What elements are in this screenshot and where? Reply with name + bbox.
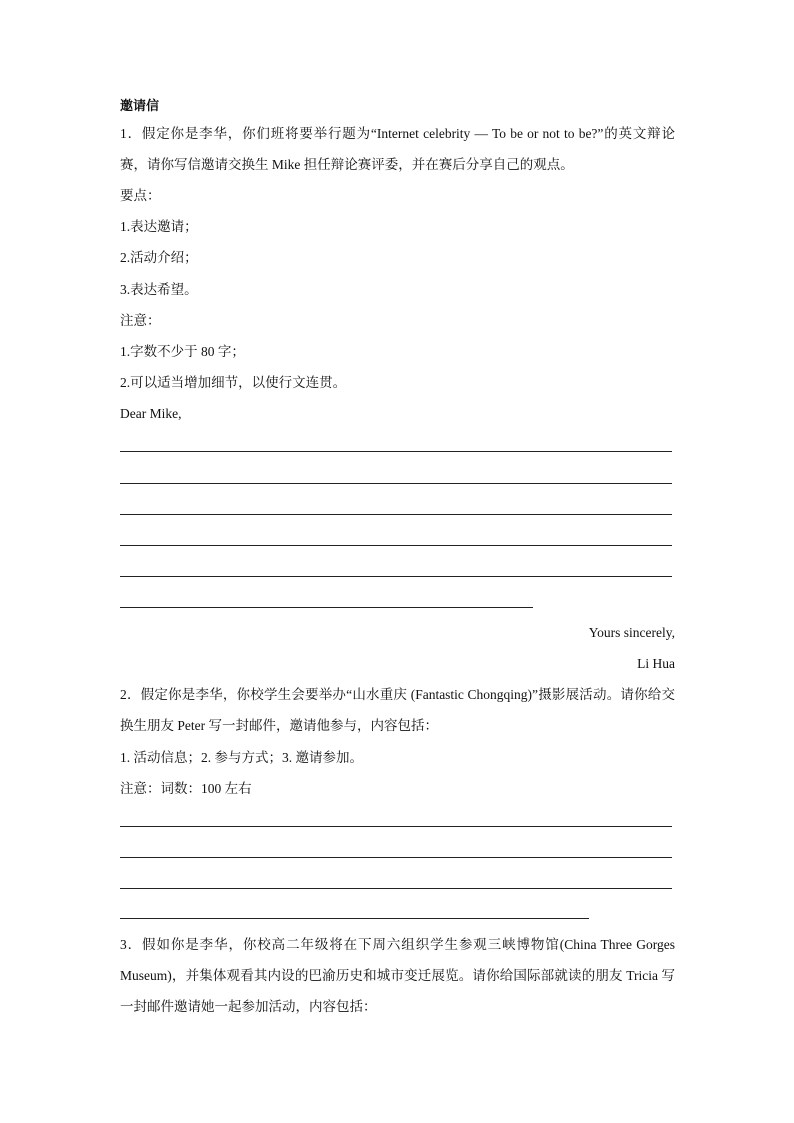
q1-answer-line[interactable] <box>120 576 672 577</box>
q1-answer-line[interactable] <box>120 483 672 484</box>
q1-note-1: 1.字数不少于 80 字； <box>120 344 245 359</box>
q1-notes-label: 注意： <box>120 313 161 328</box>
q1-signature: Li Hua <box>637 656 675 671</box>
q1-point-3: 3.表达希望。 <box>120 282 198 297</box>
q1-point-1: 1.表达邀请； <box>120 219 198 234</box>
q1-answer-line[interactable] <box>120 451 672 452</box>
q1-points-label: 要点： <box>120 188 161 203</box>
q1-point-2: 2.活动介绍； <box>120 250 198 265</box>
q2-answer-line[interactable] <box>120 826 672 827</box>
q1-answer-line-last[interactable] <box>120 607 533 608</box>
document-heading: 邀请信 <box>120 99 160 114</box>
q2-answer-line-last[interactable] <box>120 918 589 919</box>
q2-answer-line[interactable] <box>120 857 672 858</box>
q2-note: 注意：词数：100 左右 <box>120 781 252 796</box>
q1-closing: Yours sincerely, <box>588 625 675 640</box>
q1-answer-line[interactable] <box>120 514 672 515</box>
q2-answer-line[interactable] <box>120 888 672 889</box>
q2-prompt: 2．假定你是李华，你校学生会要举办“山水重庆 (Fantastic Chongqing)”摄影展活动。请你给交换生朋友 Peter 写一封邮件，邀请他参与，内容包括： <box>120 687 675 733</box>
q3-prompt: 3．假如你是李华，你校高二年级将在下周六组织学生参观三峡博物馆(China Three Gorges Museum)，并集体观看其内设的巴渝历史和城市变迁展览。请你给国际部就读的朋友 Tricia 写一封邮件邀请她一起参加活动，内容包括： <box>120 937 675 1014</box>
q1-prompt: 1．假定你是李华，你们班将要举行题为“Internet celebrity — To be or not to be?”的英文辩论赛，请你写信邀请交换生 Mike 担任辩论赛评委，并在赛后分享自己的观点。 <box>120 126 675 172</box>
q1-answer-line[interactable] <box>120 545 672 546</box>
q1-note-2: 2.可以适当增加细节，以使行文连贯。 <box>120 375 347 390</box>
q2-points: 1. 活动信息；2. 参与方式；3. 邀请参加。 <box>120 750 363 765</box>
q1-salutation: Dear Mike, <box>120 406 182 421</box>
